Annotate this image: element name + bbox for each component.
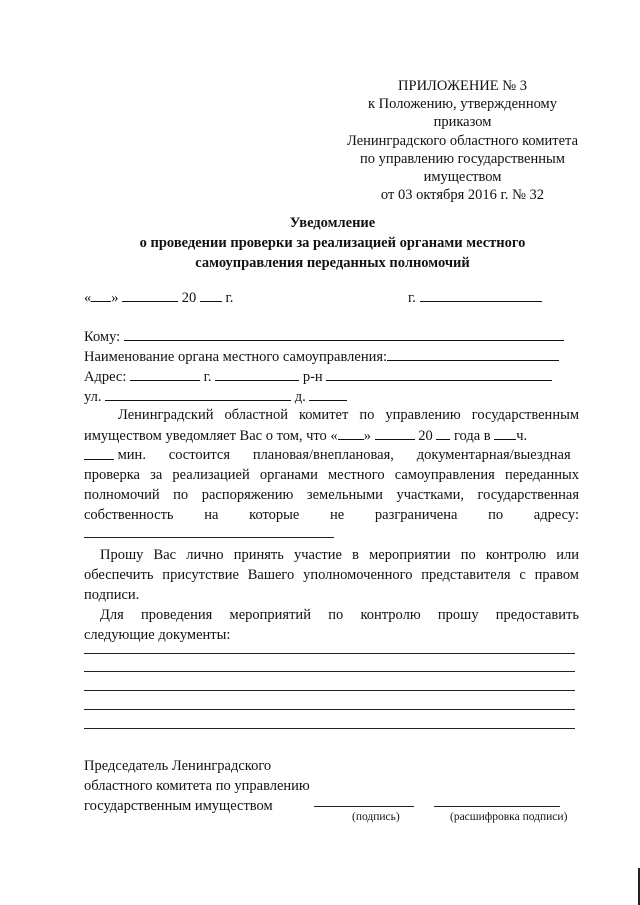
address-field: Адрес: г. р-н <box>84 367 579 386</box>
title-line: о проведении проверки за реализацией органами местного <box>139 235 526 251</box>
appendix-date: от 03 октября 2016 г. № 32 <box>380 187 545 204</box>
city-field: г. <box>408 288 542 307</box>
house-blank[interactable] <box>309 387 347 401</box>
signatory-title: Председатель Ленинградского <box>84 758 272 774</box>
appendix-number: ПРИЛОЖЕНИЕ № 3 <box>398 78 527 94</box>
address-blank-line[interactable] <box>84 537 334 538</box>
documents-blank-line[interactable] <box>84 728 575 729</box>
documents-blank-line[interactable] <box>84 671 575 672</box>
street-blank[interactable] <box>105 387 291 401</box>
paragraph-line: проверка за реализацией органами местного самоуправления переданных <box>84 467 579 483</box>
signature-decode-blank-line[interactable] <box>434 806 560 807</box>
documents-blank-line[interactable] <box>84 653 575 654</box>
paragraph-line: подписи. <box>84 587 140 603</box>
notice-day-blank[interactable] <box>338 426 364 440</box>
documents-blank-line[interactable] <box>84 690 575 691</box>
notice-year-blank[interactable] <box>436 426 450 440</box>
date-field: « » 20 г. <box>84 290 234 306</box>
paragraph-line: полномочий по распоряжению земельными участками, государственная <box>84 487 579 503</box>
month-blank[interactable] <box>122 288 178 302</box>
paragraph-line: следующие документы: <box>84 627 231 643</box>
appendix-header <box>330 77 595 204</box>
paragraph-line: собственность на которые не разграничена по адресу: <box>84 507 579 523</box>
appendix-line: по управлению государственным <box>360 150 565 167</box>
paragraph-line: обеспечить присутствие Вашего уполномоченного представителя с правом <box>84 567 579 583</box>
document-title <box>80 213 585 273</box>
to-blank[interactable] <box>124 327 564 341</box>
address-blank[interactable] <box>130 367 200 381</box>
signatory-title: государственным имуществом <box>84 798 273 814</box>
paragraph-line: имуществом уведомляет Вас о том, что « » 20 года в ч. <box>84 428 528 444</box>
title-line: самоуправления переданных полномочий <box>195 255 470 271</box>
signature-blank-line[interactable] <box>314 806 414 807</box>
street-field: ул. д. <box>84 387 579 406</box>
city-blank[interactable] <box>420 288 542 302</box>
appendix-line: к Положению, утвержденному <box>368 96 557 113</box>
org-name-field: Наименование органа местного самоуправления: <box>84 347 579 366</box>
title-line: Уведомление <box>289 215 376 231</box>
paragraph-line: Ленинградский областной комитет по управлению государственным <box>118 407 579 423</box>
to-field: Кому: <box>84 327 579 346</box>
paragraph-line: Прошу Вас лично принять участие в мероприятии по контролю или <box>100 547 579 563</box>
year-blank[interactable] <box>200 288 222 302</box>
notice-month-blank[interactable] <box>375 426 415 440</box>
appendix-line: Ленинградского областного комитета <box>346 132 579 149</box>
appendix-line: приказом <box>433 114 492 131</box>
org-name-blank[interactable] <box>387 347 559 361</box>
signatory-title: областного комитета по управлению <box>84 778 310 794</box>
paragraph-line: мин. состоится плановая/внеплановая, документарная/выездная <box>84 446 579 465</box>
notice-hour-blank[interactable] <box>494 426 516 440</box>
paragraph-line: Для проведения мероприятий по контролю прошу предоставить <box>100 607 579 623</box>
appendix-line: имуществом <box>423 169 502 186</box>
notice-minute-blank[interactable] <box>84 446 114 460</box>
address-city-blank[interactable] <box>215 367 299 381</box>
day-blank[interactable] <box>91 288 111 302</box>
signature-caption: (подпись) <box>352 811 400 823</box>
signature-decode-caption: (расшифровка подписи) <box>450 811 568 823</box>
documents-blank-line[interactable] <box>84 709 575 710</box>
district-blank[interactable] <box>326 367 552 381</box>
